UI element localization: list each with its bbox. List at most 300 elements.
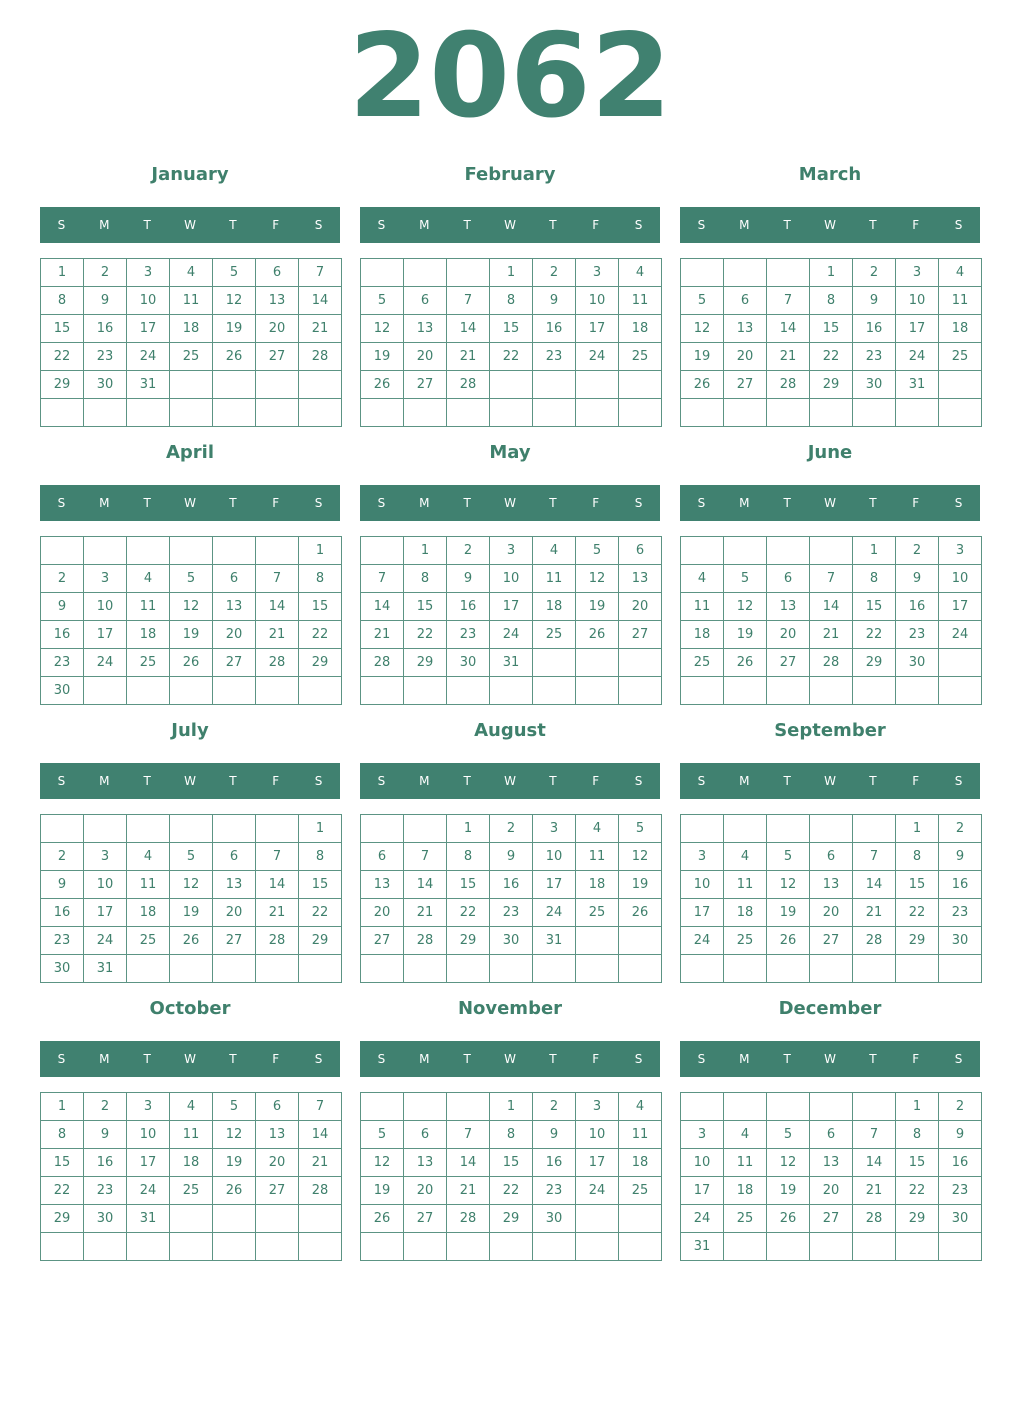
- day-cell: 28: [853, 1205, 896, 1233]
- weekday-label: T: [869, 218, 877, 232]
- day-cell: 17: [490, 593, 533, 621]
- month-name: July: [171, 720, 209, 741]
- day-cell: 13: [213, 871, 256, 899]
- day-cell: 11: [939, 287, 982, 315]
- weekday-label: S: [634, 1052, 643, 1066]
- weekday-header: [680, 763, 980, 799]
- weekday-label: T: [229, 218, 237, 232]
- empty-cell: [361, 1233, 404, 1261]
- day-cell: 10: [576, 287, 619, 315]
- day-cell: 8: [853, 565, 896, 593]
- empty-cell: [533, 371, 576, 399]
- day-cell: 18: [619, 1149, 662, 1177]
- day-cell: 2: [853, 259, 896, 287]
- day-cell: 14: [853, 1149, 896, 1177]
- day-cell: 28: [853, 927, 896, 955]
- day-cell: 9: [447, 565, 490, 593]
- day-cell: 30: [533, 1205, 576, 1233]
- weekday-label: T: [229, 774, 237, 788]
- day-cell: 16: [939, 1149, 982, 1177]
- day-cell: 30: [490, 927, 533, 955]
- day-cell: 24: [127, 1177, 170, 1205]
- day-cell: 16: [896, 593, 939, 621]
- weekday-label: S: [377, 496, 386, 510]
- day-cell: 1: [299, 537, 342, 565]
- day-cell: 15: [447, 871, 490, 899]
- day-cell: 11: [576, 843, 619, 871]
- day-cell: 17: [533, 871, 576, 899]
- day-cell: 6: [404, 287, 447, 315]
- day-cell: 8: [41, 287, 84, 315]
- day-cell: 8: [490, 1121, 533, 1149]
- day-cell: 13: [619, 565, 662, 593]
- day-cell: 27: [767, 649, 810, 677]
- day-cell: 15: [41, 1149, 84, 1177]
- day-cell: 15: [490, 1149, 533, 1177]
- day-cell: 28: [810, 649, 853, 677]
- day-cell: 19: [170, 899, 213, 927]
- day-cell: 25: [724, 927, 767, 955]
- day-cell: 28: [299, 1177, 342, 1205]
- day-cell: 9: [84, 1121, 127, 1149]
- day-cell: 9: [533, 287, 576, 315]
- day-cell: 24: [896, 343, 939, 371]
- day-cell: 24: [576, 1177, 619, 1205]
- weekday-label: T: [549, 1052, 557, 1066]
- day-cell: 6: [361, 843, 404, 871]
- empty-cell: [810, 399, 853, 427]
- day-cell: 25: [533, 621, 576, 649]
- day-cell: 30: [41, 955, 84, 983]
- empty-cell: [896, 955, 939, 983]
- weekday-label: S: [697, 1052, 706, 1066]
- weekday-label: S: [954, 496, 963, 510]
- day-cell: 23: [41, 927, 84, 955]
- weekday-label: M: [739, 774, 750, 788]
- day-cell: 31: [127, 1205, 170, 1233]
- day-grid: [40, 814, 342, 983]
- weekday-header: [40, 1041, 340, 1077]
- day-cell: 31: [681, 1233, 724, 1261]
- day-cell: 18: [576, 871, 619, 899]
- day-cell: 11: [724, 1149, 767, 1177]
- day-cell: 19: [767, 1177, 810, 1205]
- empty-cell: [490, 955, 533, 983]
- day-cell: 12: [361, 1149, 404, 1177]
- empty-cell: [767, 815, 810, 843]
- empty-cell: [447, 1233, 490, 1261]
- empty-cell: [361, 1093, 404, 1121]
- day-cell: 12: [213, 287, 256, 315]
- day-cell: 19: [361, 343, 404, 371]
- day-cell: 13: [256, 1121, 299, 1149]
- empty-cell: [681, 677, 724, 705]
- day-cell: 5: [170, 843, 213, 871]
- weekday-label: T: [143, 218, 151, 232]
- empty-cell: [576, 399, 619, 427]
- empty-cell: [127, 677, 170, 705]
- empty-cell: [767, 1093, 810, 1121]
- empty-cell: [724, 1233, 767, 1261]
- day-cell: 6: [810, 1121, 853, 1149]
- day-cell: 26: [361, 1205, 404, 1233]
- empty-cell: [213, 677, 256, 705]
- day-cell: 16: [84, 315, 127, 343]
- day-cell: 29: [41, 1205, 84, 1233]
- day-cell: 18: [127, 621, 170, 649]
- empty-cell: [170, 537, 213, 565]
- month-name: October: [149, 998, 231, 1019]
- day-cell: 22: [41, 1177, 84, 1205]
- day-cell: 16: [41, 621, 84, 649]
- day-cell: 10: [127, 287, 170, 315]
- weekday-label: S: [377, 218, 386, 232]
- day-cell: 12: [767, 871, 810, 899]
- empty-cell: [619, 927, 662, 955]
- day-cell: 21: [361, 621, 404, 649]
- empty-cell: [533, 399, 576, 427]
- day-cell: 13: [724, 315, 767, 343]
- day-cell: 16: [447, 593, 490, 621]
- day-cell: 11: [619, 1121, 662, 1149]
- day-cell: 29: [404, 649, 447, 677]
- day-cell: 5: [361, 1121, 404, 1149]
- day-cell: 18: [170, 1149, 213, 1177]
- day-cell: 14: [256, 593, 299, 621]
- weekday-label: F: [272, 496, 280, 510]
- empty-cell: [404, 955, 447, 983]
- weekday-label: F: [272, 774, 280, 788]
- empty-cell: [299, 1205, 342, 1233]
- day-cell: 5: [767, 1121, 810, 1149]
- day-cell: 21: [256, 899, 299, 927]
- day-cell: 28: [256, 927, 299, 955]
- empty-cell: [724, 537, 767, 565]
- day-cell: 27: [724, 371, 767, 399]
- day-cell: 19: [213, 1149, 256, 1177]
- empty-cell: [853, 815, 896, 843]
- day-cell: 26: [170, 927, 213, 955]
- day-cell: 5: [576, 537, 619, 565]
- day-cell: 7: [447, 1121, 490, 1149]
- day-cell: 21: [447, 1177, 490, 1205]
- day-cell: 10: [681, 1149, 724, 1177]
- day-cell: 15: [896, 1149, 939, 1177]
- day-grid: [680, 258, 982, 427]
- weekday-label: W: [504, 496, 516, 510]
- day-cell: 8: [490, 287, 533, 315]
- weekday-label: W: [504, 218, 516, 232]
- empty-cell: [619, 1205, 662, 1233]
- day-cell: 7: [810, 565, 853, 593]
- empty-cell: [170, 815, 213, 843]
- day-cell: 7: [256, 843, 299, 871]
- day-cell: 24: [490, 621, 533, 649]
- day-cell: 18: [533, 593, 576, 621]
- empty-cell: [213, 1205, 256, 1233]
- day-grid: [360, 1092, 662, 1261]
- empty-cell: [576, 1233, 619, 1261]
- weekday-label: W: [184, 1052, 196, 1066]
- weekday-label: M: [419, 496, 430, 510]
- weekday-label: S: [954, 218, 963, 232]
- day-cell: 17: [127, 315, 170, 343]
- day-cell: 8: [896, 843, 939, 871]
- day-cell: 6: [724, 287, 767, 315]
- day-cell: 1: [810, 259, 853, 287]
- day-cell: 21: [853, 1177, 896, 1205]
- day-cell: 14: [810, 593, 853, 621]
- day-grid: [680, 1092, 982, 1261]
- day-cell: 3: [681, 1121, 724, 1149]
- day-cell: 16: [939, 871, 982, 899]
- empty-cell: [127, 955, 170, 983]
- empty-cell: [41, 537, 84, 565]
- day-cell: 26: [213, 343, 256, 371]
- day-cell: 1: [896, 815, 939, 843]
- weekday-label: F: [912, 1052, 920, 1066]
- day-cell: 5: [724, 565, 767, 593]
- day-cell: 25: [170, 1177, 213, 1205]
- day-cell: 5: [619, 815, 662, 843]
- day-cell: 30: [41, 677, 84, 705]
- day-cell: 5: [767, 843, 810, 871]
- day-cell: 29: [853, 649, 896, 677]
- day-cell: 2: [533, 1093, 576, 1121]
- day-cell: 5: [213, 259, 256, 287]
- empty-cell: [939, 677, 982, 705]
- day-cell: 23: [896, 621, 939, 649]
- day-cell: 15: [490, 315, 533, 343]
- weekday-label: T: [869, 774, 877, 788]
- day-cell: 6: [404, 1121, 447, 1149]
- day-cell: 3: [127, 259, 170, 287]
- empty-cell: [490, 677, 533, 705]
- day-cell: 18: [724, 899, 767, 927]
- day-cell: 8: [896, 1121, 939, 1149]
- empty-cell: [939, 399, 982, 427]
- empty-cell: [256, 537, 299, 565]
- empty-cell: [939, 649, 982, 677]
- empty-cell: [619, 955, 662, 983]
- weekday-label: S: [377, 1052, 386, 1066]
- day-cell: 1: [447, 815, 490, 843]
- day-cell: 17: [939, 593, 982, 621]
- day-cell: 17: [127, 1149, 170, 1177]
- weekday-label: W: [184, 218, 196, 232]
- day-cell: 31: [127, 371, 170, 399]
- day-cell: 19: [767, 899, 810, 927]
- day-cell: 27: [213, 649, 256, 677]
- year-title: 2062: [348, 9, 672, 144]
- day-cell: 8: [41, 1121, 84, 1149]
- day-cell: 23: [447, 621, 490, 649]
- empty-cell: [533, 649, 576, 677]
- day-cell: 11: [681, 593, 724, 621]
- empty-cell: [724, 815, 767, 843]
- day-cell: 20: [724, 343, 767, 371]
- day-cell: 6: [256, 259, 299, 287]
- weekday-header: [360, 763, 660, 799]
- day-cell: 20: [810, 1177, 853, 1205]
- empty-cell: [939, 371, 982, 399]
- day-cell: 20: [213, 621, 256, 649]
- day-cell: 17: [681, 1177, 724, 1205]
- day-cell: 29: [41, 371, 84, 399]
- empty-cell: [299, 399, 342, 427]
- day-cell: 28: [256, 649, 299, 677]
- weekday-label: F: [592, 218, 600, 232]
- month-name: March: [798, 164, 862, 185]
- day-cell: 9: [84, 287, 127, 315]
- day-cell: 23: [939, 899, 982, 927]
- month-name: August: [474, 720, 546, 741]
- weekday-label: M: [739, 218, 750, 232]
- day-cell: 1: [404, 537, 447, 565]
- day-cell: 24: [84, 927, 127, 955]
- month-name: September: [774, 720, 886, 741]
- day-cell: 16: [853, 315, 896, 343]
- empty-cell: [853, 1093, 896, 1121]
- day-cell: 17: [576, 315, 619, 343]
- day-cell: 24: [939, 621, 982, 649]
- day-cell: 28: [299, 343, 342, 371]
- day-cell: 22: [490, 1177, 533, 1205]
- day-cell: 25: [576, 899, 619, 927]
- day-cell: 26: [681, 371, 724, 399]
- empty-cell: [810, 1093, 853, 1121]
- day-cell: 28: [447, 1205, 490, 1233]
- day-cell: 27: [256, 343, 299, 371]
- weekday-label: F: [592, 774, 600, 788]
- day-cell: 17: [681, 899, 724, 927]
- empty-cell: [619, 649, 662, 677]
- day-cell: 25: [939, 343, 982, 371]
- day-cell: 26: [576, 621, 619, 649]
- day-cell: 30: [853, 371, 896, 399]
- weekday-label: S: [697, 774, 706, 788]
- empty-cell: [170, 371, 213, 399]
- day-cell: 28: [767, 371, 810, 399]
- day-cell: 3: [939, 537, 982, 565]
- weekday-label: T: [463, 496, 471, 510]
- day-cell: 21: [404, 899, 447, 927]
- empty-cell: [256, 1233, 299, 1261]
- weekday-label: T: [783, 774, 791, 788]
- day-cell: 24: [127, 343, 170, 371]
- day-cell: 18: [939, 315, 982, 343]
- empty-cell: [84, 537, 127, 565]
- day-cell: 21: [299, 315, 342, 343]
- day-cell: 14: [447, 315, 490, 343]
- empty-cell: [896, 677, 939, 705]
- day-cell: 15: [41, 315, 84, 343]
- day-cell: 20: [361, 899, 404, 927]
- day-grid: [40, 258, 342, 427]
- day-cell: 9: [853, 287, 896, 315]
- day-cell: 14: [404, 871, 447, 899]
- day-cell: 25: [127, 927, 170, 955]
- day-cell: 24: [84, 649, 127, 677]
- day-cell: 21: [256, 621, 299, 649]
- empty-cell: [404, 677, 447, 705]
- empty-cell: [404, 1093, 447, 1121]
- empty-cell: [681, 537, 724, 565]
- empty-cell: [724, 399, 767, 427]
- empty-cell: [256, 955, 299, 983]
- day-cell: 4: [127, 565, 170, 593]
- day-cell: 19: [361, 1177, 404, 1205]
- weekday-label: W: [824, 774, 836, 788]
- day-cell: 27: [256, 1177, 299, 1205]
- day-cell: 29: [447, 927, 490, 955]
- day-cell: 21: [810, 621, 853, 649]
- empty-cell: [896, 1233, 939, 1261]
- day-cell: 3: [681, 843, 724, 871]
- day-cell: 14: [767, 315, 810, 343]
- weekday-label: S: [314, 774, 323, 788]
- empty-cell: [681, 955, 724, 983]
- weekday-label: M: [419, 1052, 430, 1066]
- day-cell: 12: [724, 593, 767, 621]
- day-cell: 6: [619, 537, 662, 565]
- empty-cell: [724, 677, 767, 705]
- day-cell: 18: [681, 621, 724, 649]
- day-cell: 11: [170, 287, 213, 315]
- day-grid: [360, 258, 662, 427]
- day-cell: 24: [681, 927, 724, 955]
- day-cell: 19: [576, 593, 619, 621]
- empty-cell: [447, 1093, 490, 1121]
- empty-cell: [853, 955, 896, 983]
- empty-cell: [256, 1205, 299, 1233]
- day-cell: 14: [299, 287, 342, 315]
- day-cell: 1: [41, 259, 84, 287]
- weekday-label: W: [504, 774, 516, 788]
- weekday-label: S: [57, 496, 66, 510]
- day-cell: 30: [447, 649, 490, 677]
- day-cell: 29: [810, 371, 853, 399]
- day-cell: 25: [619, 1177, 662, 1205]
- weekday-label: S: [314, 496, 323, 510]
- day-cell: 8: [810, 287, 853, 315]
- weekday-label: M: [419, 774, 430, 788]
- day-cell: 11: [533, 565, 576, 593]
- empty-cell: [681, 259, 724, 287]
- day-cell: 9: [41, 871, 84, 899]
- weekday-header: [360, 485, 660, 521]
- empty-cell: [127, 815, 170, 843]
- month-name: December: [778, 998, 882, 1019]
- day-cell: 22: [810, 343, 853, 371]
- empty-cell: [127, 399, 170, 427]
- day-cell: 19: [724, 621, 767, 649]
- day-cell: 25: [681, 649, 724, 677]
- empty-cell: [127, 1233, 170, 1261]
- empty-cell: [576, 371, 619, 399]
- weekday-label: S: [697, 496, 706, 510]
- day-cell: 15: [810, 315, 853, 343]
- empty-cell: [576, 955, 619, 983]
- day-cell: 3: [896, 259, 939, 287]
- day-cell: 13: [810, 1149, 853, 1177]
- day-cell: 4: [619, 259, 662, 287]
- weekday-header: [360, 1041, 660, 1077]
- day-cell: 30: [84, 1205, 127, 1233]
- day-cell: 20: [213, 899, 256, 927]
- empty-cell: [404, 399, 447, 427]
- day-cell: 1: [41, 1093, 84, 1121]
